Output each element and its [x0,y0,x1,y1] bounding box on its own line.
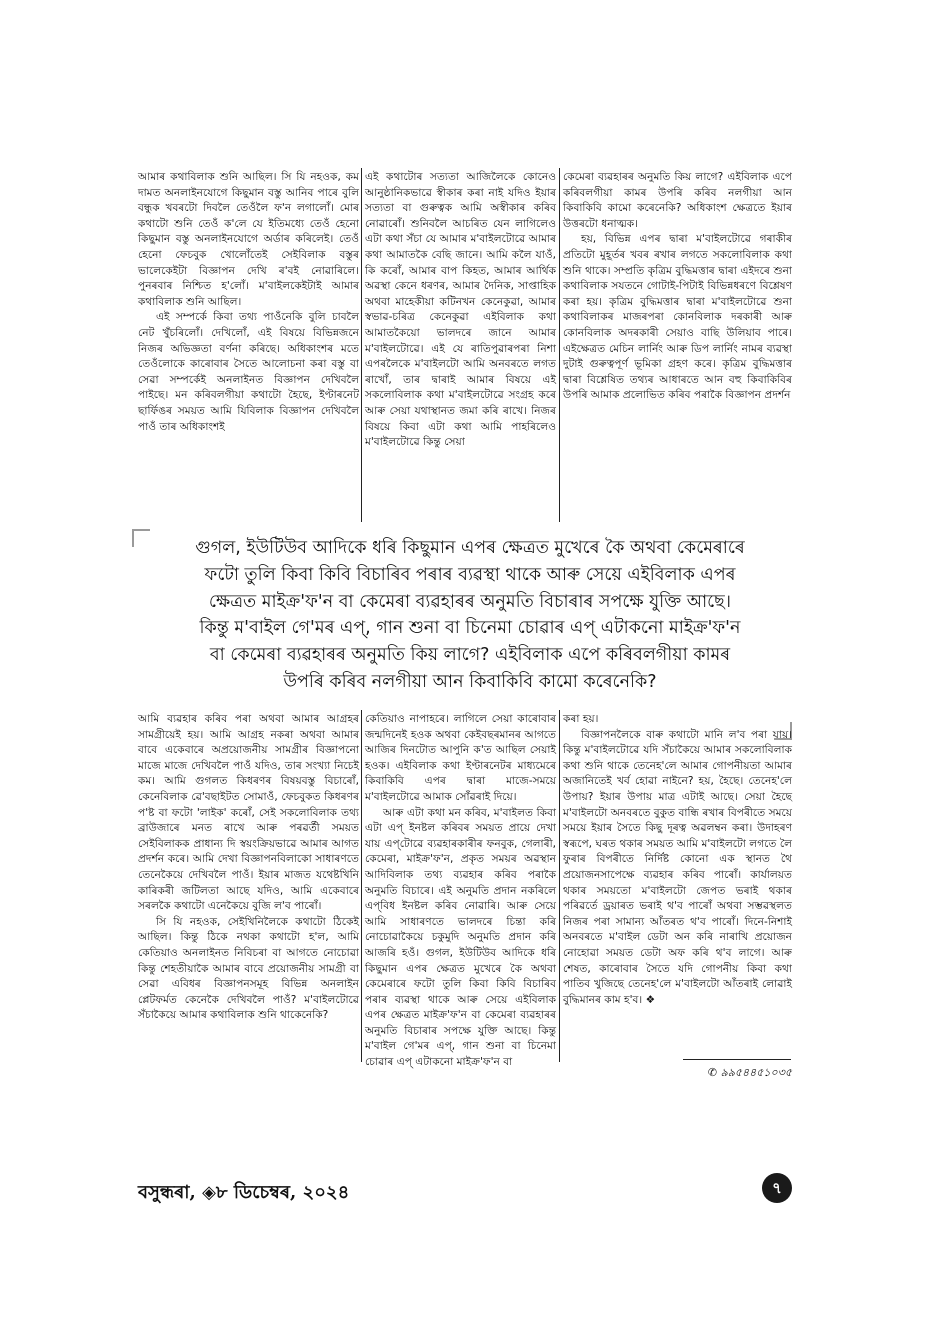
pull-quote-line: উপৰি কৰিব নলগীয়া আন কিবাকিবি কামো কৰেনেকি? [283,671,657,692]
pull-quote-line: কিন্তু ম'বাইল গে'মৰ এপ্, গান শুনা বা চিনেমা চোৱাৰ এপ্ এটাকনো মাইক্ৰ'ফ'ন [199,618,741,639]
column-rule-top-2 [559,168,560,522]
pull-quote [150,535,790,696]
paragraph: এই কথাটোৰ সত্যতা আজিলৈকে কোনেও আনুষ্ঠানিকভাৱে স্বীকাৰ কৰা নাই যদিও ইয়াৰ সত্যতা বা গুৰুত্বক আমি অস্বীকাৰ কৰিব নোৱাৰোঁ। শুনিবলৈ আচৰিত যেন লাগিলেও এটা কথা সঁচা যে আমাৰ ম'বাইলটোৱে আমাৰ কথা আমাতকৈ বেছি জানে। আমি কলৈ যাওঁ, কি কৰোঁ, আমাৰ বাপ কিহত, আমাৰ আৰ্থিক অৱস্থা কেনে ধৰণৰ, আমাৰ দৈনিক, সাপ্তাহিক অথবা মাহেকীয়া কটিনখন কেনেকুৱা, আমাৰ স্বভাৱ-চৰিত্ৰ কেনেকুৱা এইবিলাক কথা আমাতকৈয়ো ভালদৰে জানে আমাৰ ম'বাইলটোৱে। এই যে ৰাতিপুৱাৰপৰা নিশা এপৰলৈকে ম'বাইলটো আমি অনবৰতে লগত ৰাখোঁ, তাৰ দ্বাৰাই আমাৰ বিষয়ে এই সকলোবিলাক কথা ম'বাইলটোৱে সংগ্ৰহ কৰে আৰু সেয়া যথাস্থানত জমা কৰি ৰাখে। নিজৰ বিষয়ে কিবা এটা কথা আমি পাহৰিলেও ম'বাইলটোৱে কিন্তু সেয়া [365,171,556,449]
issue-date: ৮ ডিচেম্বৰ, ২০২৪ [215,1182,350,1203]
column-rule-bottom-1 [361,710,362,1062]
pull-quote-line: গুগল, ইউটিউব আদিকে ধৰি কিছুমান এপৰ ক্ষেত্ৰত মুখেৰে কৈ অথবা কেমেৰাৰে [195,538,745,558]
paragraph: হয়, বিভিন্ন এপৰ দ্বাৰা ম'বাইলটোৱে গৰাকীৰ প্ৰতিটো মুহূৰ্তৰ খবৰ ৰখাৰ লগতে সকলোবিলাক কথা শুনি থাকে। সম্প্ৰতি কৃত্ৰিম বুদ্ধিমত্তাৰ দ্বাৰা এইদৰে শুনা কথাবিলাক সযতনে গোটাই-পিটাই বিভিন্নধৰণে বিশ্লেষণ কৰা হয়। কৃত্ৰিম বুদ্ধিমত্তাৰ দ্বাৰা ম'বাইলটোৱে শুনা কথাবিলাকৰ মাজৰপৰা কোনবিলাক দৰকাৰী আৰু কোনবিলাক অদৰকাৰী সেয়াও বাছি উলিয়াব পাৰে। এইক্ষেত্ৰত মেচিন লাৰ্নিং আৰু ডিপ লাৰ্নিং নামৰ ব্যৱস্থা দুটাই গুৰুত্বপূৰ্ণ ভূমিকা গ্ৰহণ কৰে। কৃত্ৰিম বুদ্ধিমত্তাৰ দ্বাৰা বিশ্লেষিত তথ্যৰ আধাৰতে আন বহু কিবাকিবিৰ উপৰি আমাক প্ৰলোভিত কৰিব পৰাকৈ বিজ্ঞাপন প্ৰদৰ্শন [563,233,792,402]
author-phone: ✆ ৯৯৫৪৪৫১০৩৫ [707,1066,792,1079]
article-column-bottom-2 [365,712,556,1069]
page-footer [138,1178,349,1209]
paragraph: কেমেৰা ব্যৱহাৰৰ অনুমতি কিয় লাগে? এইবিলাক এপে কৰিবলগীয়া কামৰ উপৰি কৰিব নলগীয়া আন কিবাকিবি কামো কৰেনেকি? অধিকাংশ ক্ষেত্ৰতে ইয়াৰ উত্তৰটো ধনাত্মক। [563,171,792,230]
end-rule [683,1059,791,1060]
column-rule-bottom-2 [559,710,560,1062]
article-column-bottom-1 [138,712,359,1062]
paragraph: বিজ্ঞাপনলৈকে বাৰু কথাটো মানি ল'ব পৰা যায়। কিন্তু ম'বাইলটোৱে যদি সঁচাকৈয়ে আমাৰ সকলোবিলাক কথা শুনি থাকে তেনেহ'লে আমাৰ গোপনীয়তা আমাৰ অজানিতেই খৰ্ব হোৱা নাইনে? হয়, হৈছে। তেনেহ'লে উপায়? ইয়াৰ উপায় মাত্ৰ এটাই আছে। সেয়া হৈছে ম'বাইলটো অনবৰতে বুকুত বান্ধি ৰখাৰ বিপৰীতে সময়ে সময়ে ইয়াৰ সৈতে কিছু দূৰত্ব অৱলম্বন কৰা। উদাহৰণ স্বৰূপে, ঘৰত থকাৰ সময়ত আমি ম'বাইলটো লগতে লৈ ফুৰাৰ বিপৰীতে নিৰ্দিষ্ট কোনো এক স্থানত থৈ প্ৰয়োজনসাপেক্ষে ব্যৱহাৰ কৰিব পাৰোঁ। কাৰ্যালয়ত থকাৰ সময়তো ম'বাইলটো জেপত ভৰাই থকাৰ পৰিৱৰ্তে ড্ৰয়াৰত ভৰাই থ'ব পাৰোঁ অথবা সম্ভৱস্থলত নিজৰ পৰা সামান্য আঁতৰত থ'ব পাৰোঁ। দিনে-নিশাই অনবৰতে ম'বাইল ডেটা অন কৰি নাৰাখি প্ৰয়োজন নোহোৱা সময়ত ডেটা অফ কৰি থ'ব লাগে। আৰু শেষত, কাৰোবাৰ সৈতে যদি গোপনীয় কিবা কথা পাতিব খুজিছে তেনেহ'লে ম'বাইলটো আঁতৰাই লোৱাই বুদ্ধিমানৰ কাম হ'ব। ❖ [563,728,792,1006]
paragraph: কেতিয়াও নাপাহৰে। লাগিলে সেয়া কাৰোবাৰ জন্মদিনেই হওক অথবা কেইবছৰমানৰ আগতে আজিৰ দিনটোত আপুনি ক'ত আছিল সেয়াই হওক। এইবিলাক কথা ইণ্টাৰনেটৰ মাধ্যমেৰে কিবাকিবি এপৰ দ্বাৰা মাজে-সময়ে ম'বাইলটোৱে আমাক সোঁৱৰাই দিয়ে। [365,713,556,803]
pull-quote-corner-top-left [132,529,150,531]
publication-name: বসুন্ধৰা, [138,1182,196,1203]
article-column-bottom-3 [563,712,792,1052]
paragraph: আমাৰ কথাবিলাক শুনি আছিল। সি যি নহওক, কম দামত অনলাইনযোগে কিছুমান বস্তু আনিব পাৰে বুলি বন্ধুক খবৰটো দিবলৈ তেওঁলৈ ফ'ন লগালোঁ। মোৰ কথাটো শুনি তেওঁ ক'লে যে ইতিমধ্যে তেওঁ হেনো কিছুমান বস্তু অনলাইনযোগে অৰ্ডাৰ কৰিলেই। তেওঁ হেনো ফেচবুক খোলোঁতেই সেইবিলাক বস্তুৰ ভালেকেইটা বিজ্ঞাপন দেখি ৰ'বই নোৱাৰিলে। পুনৰবাৰ নিশ্চিত হ'লোঁ। ম'বাইলকেইটাই আমাৰ কথাবিলাক শুনি আছিল। [138,171,359,308]
paragraph: সি যি নহওক, সেইখিনিলৈকে কথাটো ঠিকেই আছিল। কিন্তু ঠিকে নথকা কথাটো হ'ল, আমি কেতিয়াও অনলাইনত নিবিচৰা বা আগতে নোচোৱা কিন্তু শেহতীয়াকৈ আমাৰ বাবে প্ৰয়োজনীয় সামগ্ৰী বা সেৱা এবিধৰ বিজ্ঞাপনসমূহ বিভিন্ন অনলাইন প্লেটফৰ্মত কেনেকৈ দেখিবলৈ পাওঁ? ম'বাইলটোৱে সঁচাকৈয়ে আমাৰ কথাবিলাক শুনি থাকেনেকি? [138,915,359,1022]
pull-quote-line: ক্ষেত্ৰত মাইক্ৰ'ফ'ন বা কেমেৰা ব্যৱহাৰৰ অনুমতি বিচাৰাৰ সপক্ষে যুক্তি আছে। [208,591,732,612]
pull-quote-corner-top-left-vertical [132,529,134,547]
paragraph: এই সম্পৰ্কে কিবা তথ্য পাওঁনেকি বুলি চাবলৈ নেট খুঁচৰিলোঁ। দেখিলোঁ, এই বিষয়ে বিভিন্নজনে নিজৰ অভিজ্ঞতা বৰ্ণনা কৰিছে। অধিকাংশৰ মতে তেওঁলোকে কাৰোবাৰ সৈতে আলোচনা কৰা বস্তু বা সেৱা সম্পৰ্কেই অনলাইনত বিজ্ঞাপন দেখিবলৈ পাইছে। মন কৰিবলগীয়া কথাটো হৈছে, ইণ্টাৰনেট ছাৰ্ফিঙৰ সময়ত আমি যিবিলাক বিজ্ঞাপন দেখিবলৈ পাওঁ তাৰ অধিকাংশই [138,311,359,433]
pull-quote-line: ফটো তুলি কিবা কিবি বিচাৰিব পৰাৰ ব্যৱস্থা থাকে আৰু সেয়ে এইবিলাক এপৰ [204,564,736,585]
pull-quote-line: বা কেমেৰা ব্যৱহাৰৰ অনুমতি কিয় লাগে? এইবিলাক এপে কৰিবলগীয়া কামৰ [209,645,731,666]
paragraph: কৰা হয়। [563,713,599,725]
paragraph: আমি ব্যৱহাৰ কৰিব পৰা অথবা আমাৰ আগ্ৰহৰ সামগ্ৰীয়েই হয়। আমি আগ্ৰহ নকৰা অথবা আমাৰ বাবে একেবাৰে অপ্ৰয়োজনীয় সামগ্ৰীৰ বিজ্ঞাপনো মাজে মাজে দেখিবলৈ পাওঁ যদিও, তাৰ সংখ্যা নিচেই কম। আমি গুগলত কিধৰণৰ বিষয়বস্তু বিচাৰোঁ, কেনেবিলাক ৱে'বছাইটত সোমাওঁ, ফেচবুকত কিধৰণৰ প'ষ্ট বা ফটো 'লাইক' কৰোঁ, সেই সকলোবিলাক তথ্য ব্ৰাউজাৰে মনত ৰাখে আৰু পৰৱৰ্তী সময়ত সেইবিলাকক প্ৰাধান্য দি স্বয়ংক্ৰিয়ভাৱে আমাৰ আগত প্ৰদৰ্শন কৰে। আমি দেখা বিজ্ঞাপনবিলাকো সাধাৰণতে তেনেকৈয়ে দেখিবলৈ পাওঁ। ইয়াৰ মাজত যথেষ্টখিনি কাৰিকৰী জটিলতা আছে যদিও, আমি একেবাৰে সৰলকৈ কথাটো এনেকৈয়ে বুজি ল'ব পাৰোঁ। [138,713,359,913]
column-rule-top-1 [361,168,362,522]
article-column-top-1 [138,170,359,520]
article-column-top-2 [365,170,556,520]
article-column-top-3 [563,170,792,520]
diamond-separator-icon: ◈ [202,1182,216,1203]
paragraph: আৰু এটা কথা মন কৰিব, ম'বাইলত কিবা এটা এপ্ ইনষ্টল কৰিবৰ সময়ত প্ৰায়ে দেখা যায় এপ্‌টোৱে ব্যৱহাৰকাৰীৰ ফনবুক, গেলাৰী, কেমেৰা, মাইক্ৰ'ফ'ন, প্ৰকৃত সময়ৰ অৱস্থান আদিবিলাক তথ্য ব্যৱহাৰ কৰিব পৰাকৈ অনুমতি বিচাৰে। এই অনুমতি প্ৰদান নকৰিলে এপ্‌বিধ ইনষ্টল কৰিব নোৱাৰি। আৰু সেয়ে আমি সাধাৰণতে ভালদৰে চিন্তা কৰি নোচোৱাকৈয়ে চকুমুদি অনুমতি প্ৰদান কৰি আজৰি হওঁ। গুগল, ইউটিউব আদিকে ধৰি কিছুমান এপৰ ক্ষেত্ৰত মুখেৰে কৈ অথবা কেমেৰাৰে ফটো তুলি কিবা কিবি বিচাৰিব পৰাৰ ব্যৱস্থা থাকে আৰু সেয়ে এইবিলাক এপৰ ক্ষেত্ৰত মাইক্ৰ'ফ'ন বা কেমেৰা ব্যৱহাৰৰ অনুমতি বিচাৰাৰ সপক্ষে যুক্তি আছে। কিন্তু ম'বাইল গে'মৰ এপ্, গান শুনা বা চিনেমা চোৱাৰ এপ্ এটাকনো মাইক্ৰ'ফ'ন বা [365,806,556,1069]
page-number: ৭ [762,1173,792,1203]
